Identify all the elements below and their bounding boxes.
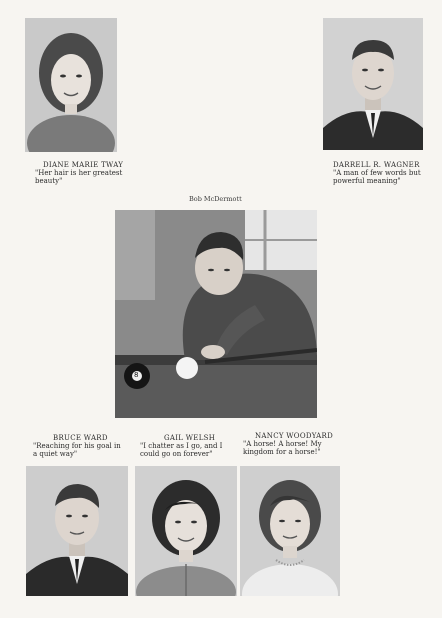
portrait-gail-welsh: [135, 466, 237, 596]
photo-credit: Bob McDermott: [189, 195, 242, 203]
portrait-darrell-wagner: [323, 18, 423, 150]
student-name: NANCY WOODYARD: [255, 432, 334, 440]
student-name: DARRELL R. WAGNER: [333, 161, 420, 169]
student-quote: "Reaching for his goal in a quiet way": [33, 442, 121, 458]
portrait-nancy-woodyard: [240, 466, 340, 596]
feature-photo-pool-player: [115, 210, 317, 418]
student-quote: "A man of few words but powerful meaning": [333, 169, 421, 185]
caption-nancy-woodyard: [243, 432, 333, 456]
student-quote: "A horse! A horse! My kingdom for a horse!": [243, 440, 322, 456]
portrait-bruce-ward: [26, 466, 128, 596]
student-name: BRUCE WARD: [53, 434, 108, 442]
student-name: DIANE MARIE TWAY: [43, 161, 124, 169]
eight-ball-number: 8: [134, 371, 139, 379]
student-quote: "I chatter as I go, and I could go on forever": [140, 442, 223, 458]
caption-darrell-wagner: [333, 161, 429, 185]
caption-bruce-ward: [33, 434, 123, 458]
student-quote: "Her hair is her greatest beauty": [35, 169, 123, 185]
student-name: GAIL WELSH: [164, 434, 216, 442]
caption-diane-tway: [35, 161, 127, 185]
caption-gail-welsh: [140, 434, 232, 458]
portrait-diane-tway: [25, 18, 117, 152]
